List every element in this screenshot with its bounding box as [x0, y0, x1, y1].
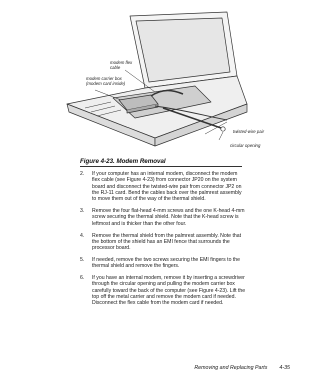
step-number: 5.: [80, 256, 85, 263]
step-number: 3.: [80, 208, 85, 215]
step-item: [80, 257, 246, 270]
page-number: 4-35: [279, 365, 290, 371]
footer-section-title: Removing and Replacing Parts: [194, 365, 268, 371]
modem-removal-illustration: [55, 8, 255, 158]
step-item: [80, 275, 246, 307]
step-text: Remove the four flat-head 4-mm screws and the one K-head 4-mm screw securing the thermal shield. Note that the K-head screw is leftmost and is thicker than the other four.: [92, 208, 245, 227]
figure-caption: Figure 4-23. Modem Removal: [80, 158, 166, 165]
step-text: If you have an internal modem, remove it by inserting a screwdriver through the circular opening and pulling the modem carrier box carefully toward the back of the computer (see Figure 4-23). Lift the top off the metal carrier and remove the modem card if needed. Disconnect the flex cable from the modem card if needed.: [92, 275, 246, 307]
step-number: 6.: [80, 275, 85, 282]
step-item: [80, 208, 246, 227]
step-number: 2.: [80, 171, 85, 177]
callout-twisted-wire-pair: twisted-wire pair: [233, 129, 265, 134]
procedure-steps: [80, 171, 246, 312]
display-screen: [136, 18, 230, 82]
step-number: 4.: [80, 232, 85, 239]
step-text: Remove the thermal shield from the palmrest assembly. Note that the bottom of the shield has an EMI fence that surrounds the processor board.: [92, 232, 242, 252]
step-item: [80, 171, 246, 203]
callout-modem-flex-cable: modem flex cable: [110, 60, 133, 70]
step-item: [80, 233, 246, 252]
callout-modem-carrier-box: modem carrier box (modem card inside): [86, 76, 126, 86]
caption-divider: [80, 166, 242, 167]
page-footer: [194, 365, 290, 371]
step-text: If needed, remove the two screws securing the EMI fingers to the thermal shield and remove the fingers.: [92, 256, 241, 270]
circular-opening-mark: [221, 127, 225, 131]
callout-circular-opening: circular opening: [230, 143, 261, 148]
step-text: If your computer has an internal modem, disconnect the modem flex cable (see Figure 4-23) from connector JP20 on the system board and disconnect the twisted-wire pair from connector JP2 on the RJ-11 card. Bend the cables back over the palmrest assembly to move them out of the way of the thermal shield.: [92, 171, 242, 203]
